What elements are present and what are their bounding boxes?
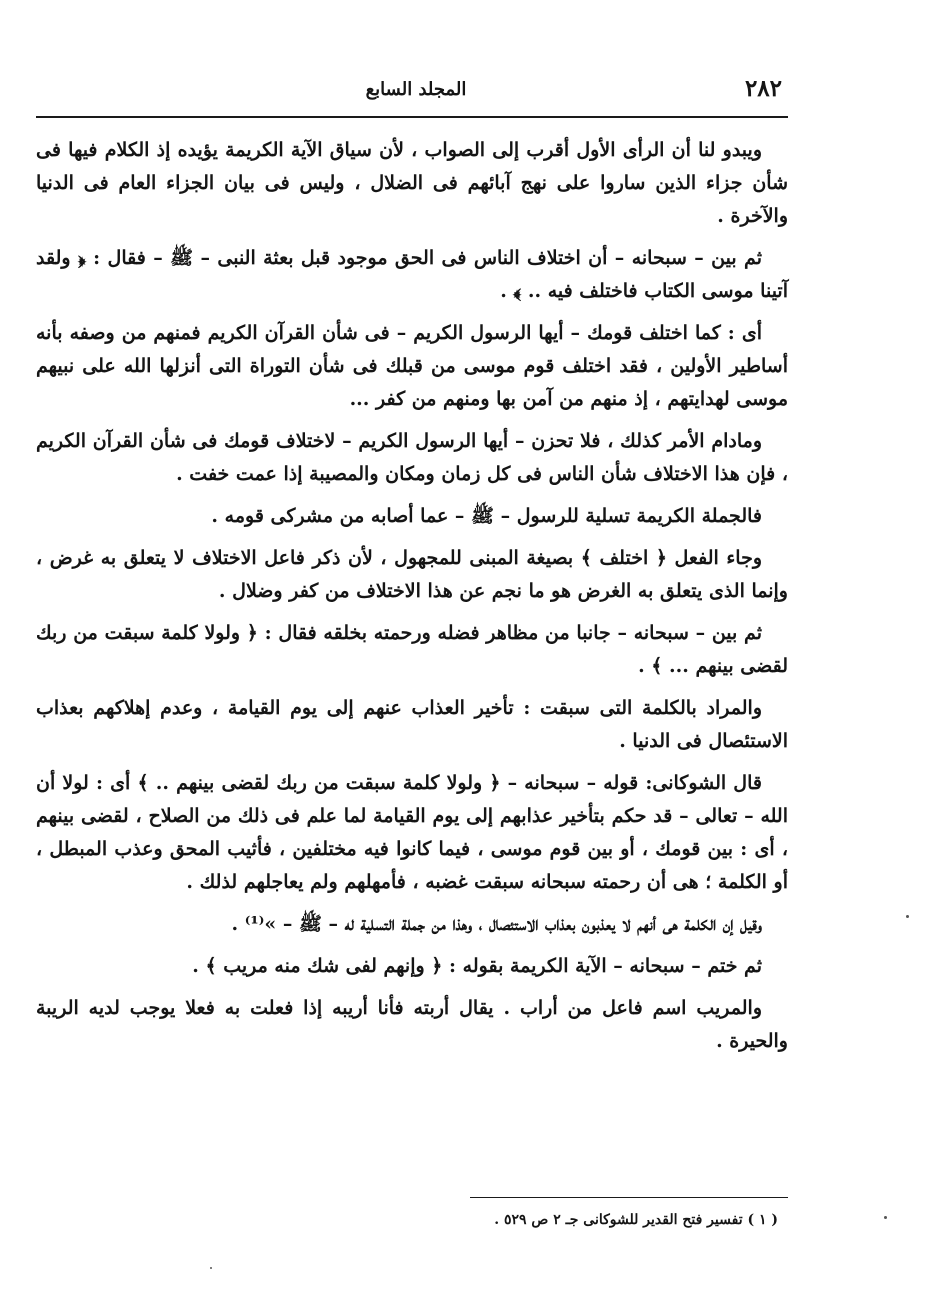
page-header (36, 74, 788, 114)
paragraph: فالجملة الكريمة تسلية للرسول – ﷺ – عما أصابه من مشركى قومه . (211, 505, 762, 527)
body-text (36, 134, 788, 1067)
paragraph: وجاء الفعل ﴿ اختلف ﴾ بصيغة المبنى للمجهول ، لأن ذكر فاعل الاختلاف لا يتعلق به غرض ، وإنما الذى يتعلق به الغرض هو ما نجم عن هذا الاختلاف من كفر وضلال . (36, 547, 788, 602)
header-rule (36, 116, 788, 118)
paragraph: وقيل إن الكلمة هى أنهم لا يعذبون بعذاب الاستئصال ، وهذا من جملة التسلية له – ﷺ – »⁽¹⁾ . (231, 913, 762, 935)
paragraph: والمراد بالكلمة التى سبقت : تأخير العذاب عنهم إلى يوم القيامة ، وعدم إهلاكهم بعذاب الاستئصال فى الدنيا . (36, 697, 788, 752)
page-number: ٢٨٢ (744, 75, 782, 102)
paragraph: ويبدو لنا أن الرأى الأول أقرب إلى الصواب ، لأن سياق الآية الكريمة يؤيده إذ الكلام فيها فى شأن جزاء الذين ساروا على نهج آبائهم فى الضلال ، وليس فى بيان الجزاء العام فى الدنيا والآخرة . (36, 139, 788, 227)
paragraph: ثم بين – سبحانه – أن اختلاف الناس فى الحق موجود قبل بعثة النبى – ﷺ – فقال : ﴿ ولقد آتينا موسى الكتاب فاختلف فيه .. ﴾ . (36, 247, 788, 302)
footnote-rule (470, 1197, 788, 1198)
footnote: ( ١ ) تفسير فتح القدير للشوكانى جـ ٢ ص ٥٢٩ . (494, 1212, 778, 1228)
paragraph: قال الشوكانى: قوله – سبحانه – ﴿ ولولا كلمة سبقت من ربك لقضى بينهم .. ﴾ أى : لولا أن الله – تعالى – قد حكم بتأخير عذابهم إلى يوم القيامة لما علم فى ذلك من الصلاح ، لقضى بينهم ، أى : بين قومك ، أو بين قوم موسى ، فيما كانوا فيه مختلفين ، فأثيب المحق وعذب المبطل ، أو الكلمة ؛ هى أن رحمته سبحانه سبقت غضبه ، فأمهلهم ولم يعاجلهم لذلك . (36, 772, 788, 893)
running-title: المجلد السابع (365, 79, 467, 100)
scan-speck (884, 1216, 887, 1219)
paragraph: ثم بين – سبحانه – جانبا من مظاهر فضله ورحمته بخلقه فقال : ﴿ ولولا كلمة سبقت من ربك لقضى بينهم ... ﴾ . (36, 622, 788, 677)
scan-speck (906, 915, 909, 918)
paragraph: والمريب اسم فاعل من أراب . يقال أربته فأنا أريبه إذا فعلت به فعلا يوجب لديه الريبة والحيرة . (36, 997, 788, 1052)
paragraph: ثم ختم – سبحانه – الآية الكريمة بقوله : ﴿ وإنهم لفى شك منه مريب ﴾ . (192, 955, 762, 977)
scan-speck (210, 1267, 212, 1269)
paragraph: أى : كما اختلف قومك – أيها الرسول الكريم – فى شأن القرآن الكريم فمنهم من وصفه بأنه أساطير الأولين ، فقد اختلف قوم موسى من قبلك فى شأن التوراة التى أنزلها الله على نبيهم موسى لهدايتهم ، إذ منهم من آمن بها ومنهم من كفر ... (36, 322, 788, 410)
paragraph: ومادام الأمر كذلك ، فلا تحزن – أيها الرسول الكريم – لاختلاف قومك فى شأن القرآن الكريم ، فإن هذا الاختلاف شأن الناس فى كل زمان ومكان والمصيبة إذا عمت خفت . (36, 430, 788, 485)
